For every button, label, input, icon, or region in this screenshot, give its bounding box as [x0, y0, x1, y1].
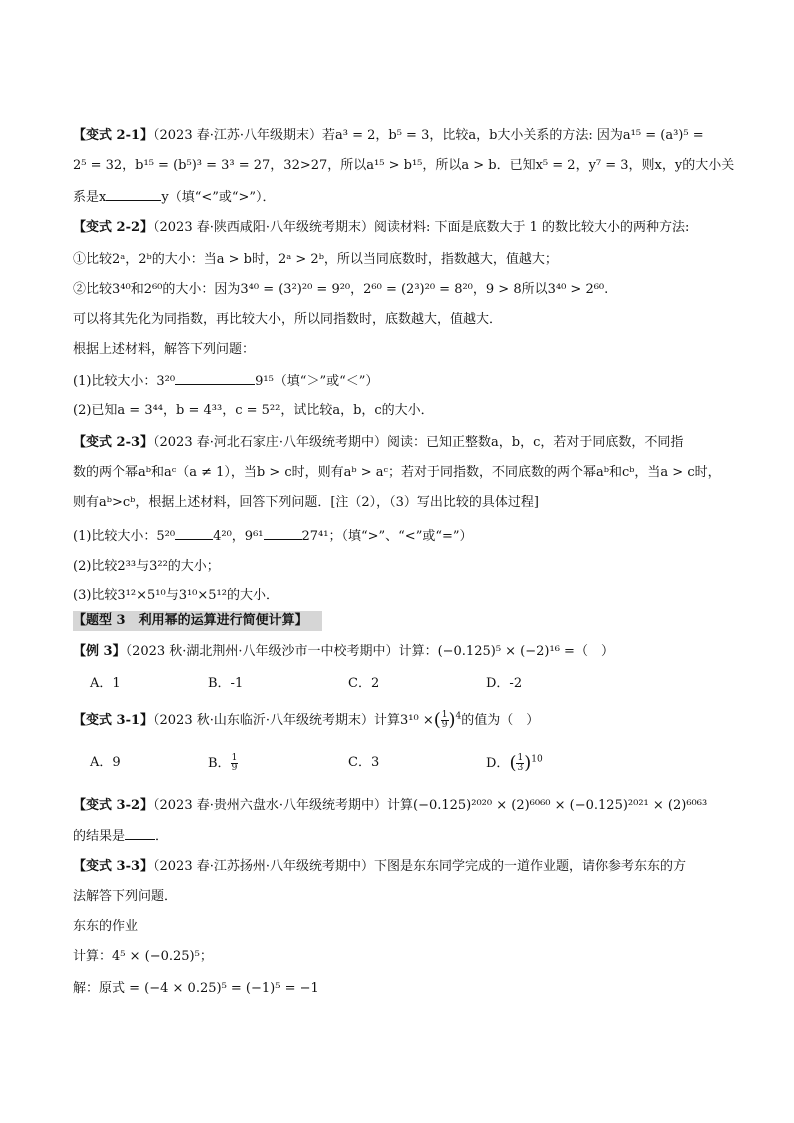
v23-q1-text-b: 4²⁰，9⁶¹	[213, 529, 264, 544]
v32-line-2	[73, 826, 168, 846]
v22-question-1	[73, 371, 378, 391]
v31-option-b-fraction: $\frac{1}{9}$	[231, 753, 238, 773]
v22-method-1: ①比较2ᵃ，2ᵇ的大小：当a > b时，2ᵃ > 2ᵇ，所以当同底数时，指数越大，值越大；	[73, 252, 558, 267]
v32-text-b: ．	[155, 829, 169, 844]
v21-text-1: 若a³ = 2，b⁵ = 3，比较a，b大小关系的方法: 因为a¹⁵ = (a³)⁵ =	[322, 128, 704, 143]
v22-conclusion: 可以将其先化为同指数，再比较大小，所以同指数时，底数越大，值越大．	[73, 312, 503, 327]
v33-solution: 解：原式 = (−4 × 0.25)⁵ = (−1)⁵ = −1	[73, 981, 319, 996]
v22-tag: 【变式 2-2】	[73, 220, 154, 235]
v33-text-1: 下图是东东同学完成的一道作业题，请你参考东东的方	[374, 859, 687, 874]
v33-homework-title: 东东的作业	[73, 919, 139, 934]
v23-q1-text-a: (1)比较大小：5²⁰	[73, 529, 176, 544]
v23-line-3: 则有aᵇ>cᵇ，根据上述材料，回答下列问题．[注（2），（3）写出比较的具体过程]	[73, 495, 540, 510]
v23-q1-blank-2[interactable]	[264, 526, 302, 540]
v22-line-1	[73, 219, 689, 237]
v22-q1-blank[interactable]	[175, 371, 255, 385]
v22-ask: 根据上述材料，解答下列问题：	[73, 342, 256, 357]
ex3-tag: 【例 3】	[73, 644, 126, 659]
v21-line-3	[73, 187, 276, 207]
v22-intro: 阅读材料: 下面是底数大于 1 的数比较大小的两种方法:	[374, 220, 690, 235]
v22-source: （2023 春·陕西咸阳·八年级统考期末）	[153, 220, 374, 235]
v22-question-2: (2)已知a = 3⁴⁴，b = 4³³，c = 5²²，试比较a，b，c的大小．	[73, 403, 434, 418]
v33-source: （2023 春·江苏扬州·八年级统考期中）	[153, 859, 374, 874]
v31-option-a[interactable]: A．9	[90, 755, 121, 770]
v33-line-1	[73, 858, 686, 876]
ex3-line-1	[73, 643, 614, 661]
v21-answer-blank[interactable]	[106, 187, 161, 201]
ex3-option-c[interactable]: C．2	[348, 676, 380, 691]
v33-line-2: 法解答下列问题．	[73, 889, 178, 904]
v21-line-1	[73, 127, 704, 145]
v21-line-2: 2⁵ = 32，b¹⁵ = (b⁵)³ = 3³ = 27，32>27，所以a¹⁵ > b¹⁵，所以a > b．已知x⁵ = 2，y⁷ = 3，则x，y的大小关	[73, 158, 735, 173]
v21-text-3a: 系是x	[73, 190, 107, 205]
v21-tag: 【变式 2-1】	[73, 128, 154, 143]
v31-question-b: 的值为（ ）	[461, 713, 540, 728]
v32-source: （2023 春·贵州六盘水·八年级统考期中）	[153, 798, 387, 813]
v31-line-1: 【变式 3-1】（2023 秋·山东临沂·八年级统考期末）计算3¹⁰ ×( $\frac{1}{9}$ )$^4$的值为（ ）	[73, 709, 540, 731]
ex3-question: 计算：(−0.125)⁵ × (−2)¹⁶ =（ ）	[398, 644, 614, 659]
v32-line-1	[73, 797, 707, 815]
v31-option-c[interactable]: C．3	[348, 755, 380, 770]
v21-source: （2023 春·江苏·八年级期末）	[153, 128, 322, 143]
v32-question: 计算(−0.125)²⁰²⁰ × (2)⁶⁰⁶⁰ × (−0.125)²⁰²¹ × (2)⁶⁰⁶³	[387, 798, 708, 813]
v31-question-a: 计算3¹⁰ ×	[374, 713, 434, 728]
v23-source: （2023 春·河北石家庄·八年级统考期中）	[153, 435, 387, 450]
ex3-option-a[interactable]: A．1	[90, 676, 121, 691]
v31-exponent: 4	[455, 711, 462, 722]
v31-fraction: $\frac{1}{9}$	[441, 710, 448, 730]
v32-tag: 【变式 3-2】	[73, 798, 154, 813]
v33-calc: 计算：4⁵ × (−0.25)⁵；	[73, 949, 213, 964]
v23-line-1	[73, 434, 683, 452]
v31-source: （2023 秋·山东临沂·八年级统考期末）	[153, 713, 374, 728]
v32-text-a: 的结果是	[73, 829, 126, 844]
ex3-source: （2023 秋·湖北荆州·八年级沙市一中校考期中）	[125, 644, 399, 659]
v23-question-2: (2)比较2³³与3²²的大小；	[73, 559, 220, 574]
section-heading: 【题型 3 利用幂的运算进行简便计算】	[73, 613, 308, 628]
v23-q1-blank-1[interactable]	[175, 526, 213, 540]
v31-tag: 【变式 3-1】	[73, 713, 154, 728]
v31-option-d[interactable]: D．( $\frac{1}{3}$ )$^{10}$	[486, 752, 543, 774]
v22-q1-text-a: (1)比较大小：3²⁰	[73, 374, 176, 389]
v31-option-b[interactable]: B． $\frac{1}{9}$	[208, 753, 238, 773]
v23-question-3: (3)比较3¹²×5¹⁰与3¹⁰×5¹²的大小．	[73, 588, 279, 603]
v23-question-1	[73, 526, 473, 546]
v23-text-1: 阅读：已知正整数a，b，c，若对于同底数，不同指	[387, 435, 684, 450]
v33-tag: 【变式 3-3】	[73, 859, 154, 874]
v31-option-d-fraction: $\frac{1}{3}$	[517, 753, 524, 773]
v23-q1-text-c: 27⁴¹；（填“>”、“<”或“=”）	[301, 529, 473, 544]
v23-line-2: 数的两个幂aᵇ和aᶜ（a ≠ 1），当b > c时，则有aᵇ > aᶜ；若对于同指数，不同底数的两个幂aᵇ和cᵇ，当a > c时，	[73, 465, 721, 480]
v32-answer-blank[interactable]	[125, 826, 155, 840]
v23-tag: 【变式 2-3】	[73, 435, 154, 450]
ex3-option-d[interactable]: D．-2	[486, 676, 523, 691]
v22-q1-text-b: 9¹⁵（填“＞”或“＜”）	[255, 374, 379, 389]
ex3-option-b[interactable]: B．-1	[208, 676, 244, 691]
v21-text-3b: y（填“<”或“>”）．	[161, 190, 276, 205]
v22-method-2: ②比较3⁴⁰和2⁶⁰的大小：因为3⁴⁰ = (3²)²⁰ = 9²⁰，2⁶⁰ = (2³)²⁰ = 8²⁰，9 > 8所以3⁴⁰ > 2⁶⁰.	[73, 282, 609, 297]
